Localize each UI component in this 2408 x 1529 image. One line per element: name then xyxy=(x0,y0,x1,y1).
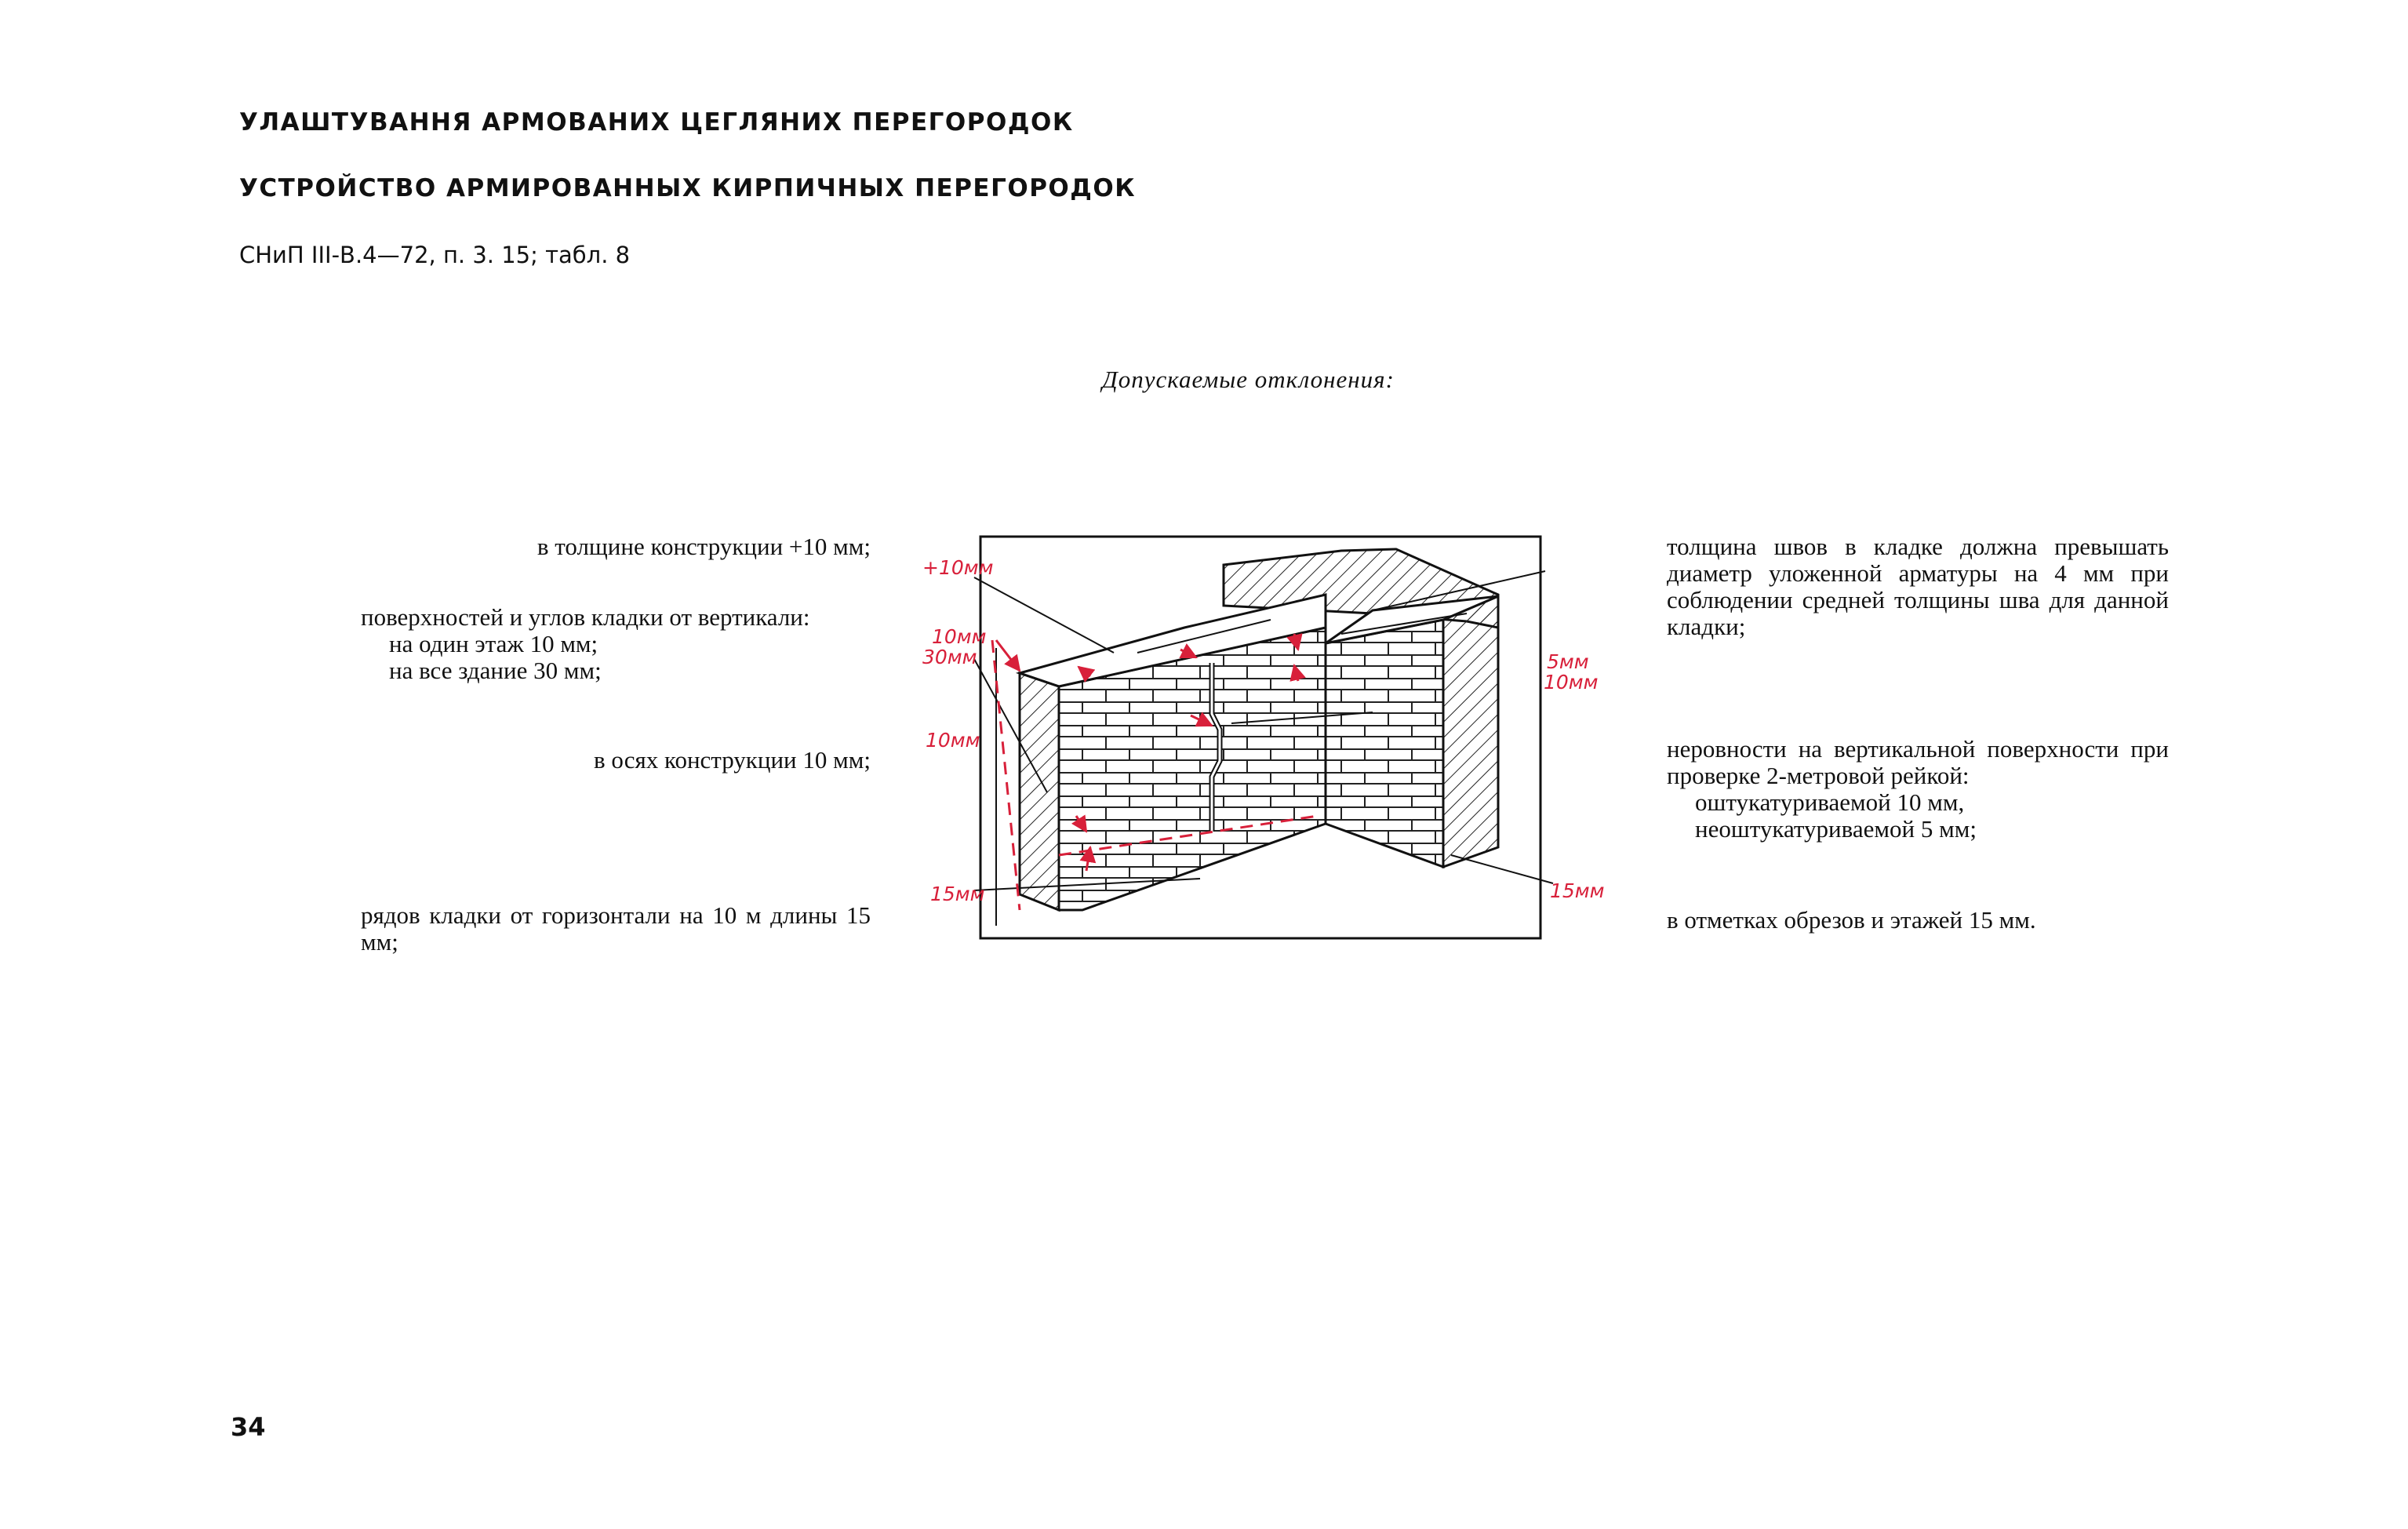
label-10mm-mid: 10мм xyxy=(926,729,980,752)
right-unevenness-block xyxy=(1667,736,2169,843)
left-whole-building: на все здание 30 мм; xyxy=(389,657,602,684)
title-ukrainian: УЛАШТУВАННЯ АРМОВАНИХ ЦЕГЛЯНИХ ПЕРЕГОРОДОК xyxy=(239,108,1074,137)
left-thickness: в толщине конструкции +10 мм; xyxy=(537,533,871,560)
right-unevenness-intro: неровности на вертикальной поверхности при проверке 2-метровой рейкой: xyxy=(1667,735,2169,789)
label-30mm: 30мм xyxy=(922,646,977,668)
label-10mm-right: 10мм xyxy=(1544,671,1599,694)
label-15mm-right: 15мм xyxy=(1550,879,1605,902)
label-5mm: 5мм xyxy=(1547,650,1589,673)
right-unplastered: неоштукатуриваемой 5 мм; xyxy=(1695,815,1977,843)
right-plastered: оштукатуриваемой 10 мм, xyxy=(1695,788,1965,816)
left-rows: рядов кладки от горизонтали на 10 м длины 15 мм; xyxy=(361,901,871,956)
right-elevations: в отметках обрезов и этажей 15 мм. xyxy=(1667,906,2036,934)
allowed-deviations-caption: Допускаемые отклонения: xyxy=(1102,366,1395,393)
column-brick-face xyxy=(1326,620,1443,867)
partition-hatched-end xyxy=(1020,673,1059,910)
norm-reference: СНиП III-В.4—72, п. 3. 15; табл. 8 xyxy=(239,242,631,268)
page-number: 34 xyxy=(231,1412,266,1442)
brick-partition-figure xyxy=(902,502,1605,949)
label-plus10mm: +10мм xyxy=(922,556,994,579)
left-per-floor: на один этаж 10 мм; xyxy=(389,630,598,657)
right-joints: толщина швов в кладке должна превышать диаметр уложенной арматуры на 4 мм при соблюдении средней толщины шва для данной кладки; xyxy=(1667,533,2169,640)
left-verticality-block xyxy=(361,604,871,684)
left-surfaces-intro: поверхностей и углов кладки от вертикали: xyxy=(361,603,810,631)
left-axes: в осях конструкции 10 мм; xyxy=(594,746,871,774)
label-15mm-left: 15мм xyxy=(930,883,985,905)
title-russian: УСТРОЙСТВО АРМИРОВАННЫХ КИРПИЧНЫХ ПЕРЕГОРОДОК xyxy=(239,174,1137,202)
label-10mm-top: 10мм xyxy=(932,625,987,648)
column-hatched-side xyxy=(1443,596,1498,867)
